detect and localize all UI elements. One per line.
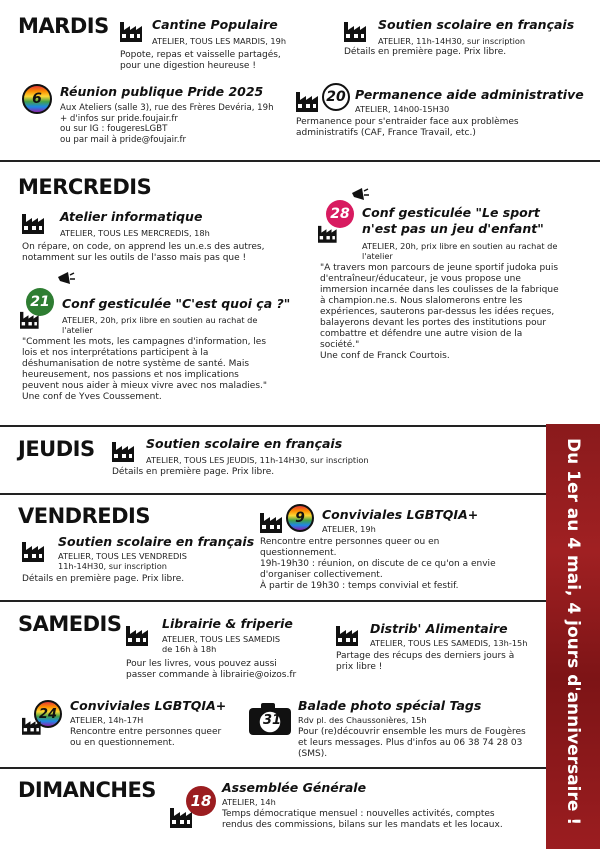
event-meta-permanence: ATELIER, 14h00-15H30 bbox=[355, 104, 450, 114]
factory-icon bbox=[296, 90, 322, 112]
factory-icon bbox=[170, 806, 196, 828]
event-desc-balade: Pour (re)découvrir ensemble les murs de Fougères et leurs messages. Plus d'infos au 06 38 74 28 03 (SMS). bbox=[298, 727, 526, 759]
divider bbox=[0, 600, 546, 602]
factory-icon bbox=[260, 511, 286, 533]
event-title-balade: Balade photo spécial Tags bbox=[298, 698, 482, 713]
event-meta-balade: Rdv pl. des Chaussonières, 15h bbox=[298, 715, 427, 725]
date-badge-9: 9 bbox=[286, 504, 314, 532]
divider bbox=[0, 767, 546, 769]
date-badge-21: 21 bbox=[26, 288, 54, 316]
event-desc-conf21: "Comment les mots, les campagnes d'information, les lois et nos interprétations participent à la déshumanisation de notre système de santé. Mais heureusement, nos passions et nos implications peuvent nous aider à mieux vivre avec nos maladies." Une conf de Yves Coussement. bbox=[22, 337, 268, 402]
divider bbox=[0, 493, 546, 495]
event-title-conf21: Conf gesticulée "C'est quoi ça ?" bbox=[62, 296, 291, 311]
event-desc-pride: Aux Ateliers (salle 3), rue des Frères Devéria, 19h + d'infos sur pride.foujair.fr ou sur IG : fougeresLGBT ou par mail à pride@foujair.fr bbox=[60, 103, 274, 145]
event-title-conviviales-vendredi: Conviviales LGBTQIA+ bbox=[322, 507, 479, 522]
date-badge-24: 24 bbox=[34, 700, 62, 728]
factory-icon bbox=[318, 224, 340, 243]
event-title-cantine: Cantine Populaire bbox=[152, 17, 278, 32]
event-title-permanence: Permanence aide administrative bbox=[355, 87, 584, 102]
factory-icon bbox=[120, 20, 146, 42]
event-meta-conf21: ATELIER, 20h, prix libre en soutien au rachat de l'atelier bbox=[62, 315, 258, 335]
event-desc-soutien-mardi: Détails en première page. Prix libre. bbox=[344, 47, 507, 57]
factory-icon bbox=[22, 540, 48, 562]
event-title-librairie: Librairie & friperie bbox=[162, 616, 293, 631]
event-desc-soutien-vendredi: Détails en première page. Prix libre. bbox=[22, 574, 185, 584]
event-desc-conviviales-samedi: Rencontre entre personnes queer ou en questionnement. bbox=[70, 727, 222, 748]
event-desc-distrib: Partage des récups des derniers jours à prix libre ! bbox=[336, 651, 515, 672]
day-heading-vendredis: VENDREDIS bbox=[18, 504, 150, 528]
anniversary-banner bbox=[546, 424, 600, 849]
event-desc-ag: Temps démocratique mensuel : nouvelles activités, comptes rendus des commissions, bilans sur les mandats et les locaux. bbox=[222, 809, 503, 830]
event-meta-ag: ATELIER, 14h bbox=[222, 797, 276, 807]
event-desc-conviviales-vendredi: Rencontre entre personnes queer ou en questionnement. 19h-19h30 : réunion, on discute de ce qu'on a envie d'organiser collectivement. À partir de 19h30 : temps convivial et festif. bbox=[260, 537, 496, 591]
event-meta-soutien-jeudi: ATELIER, TOUS LES JEUDIS, 11h-14H30, sur inscription bbox=[146, 455, 369, 465]
event-title-informatique: Atelier informatique bbox=[60, 209, 203, 224]
factory-icon bbox=[344, 20, 370, 42]
megaphone-icon bbox=[56, 270, 76, 288]
factory-icon bbox=[112, 440, 138, 462]
event-meta-soutien-vendredi: ATELIER, TOUS LES VENDREDIS 11h-14H30, sur inscription bbox=[58, 551, 187, 571]
event-desc-permanence: Permanence pour s'entraider face aux problèmes administratifs (CAF, France Travail, etc.) bbox=[296, 117, 519, 138]
event-desc-conf28: "A travers mon parcours de jeune sportif judoka puis d'entraîneur/éducateur, je vous propose une immersion incarnée dans les coulisses de la fabrique à champion.ne.s. Nous slalomerons entre les expériences, sauterons par-dessus les idées reçues, balayerons devant les portes des institutions pour combattre et défendre une autre vision de la société." Une conf de Franck Courtois. bbox=[320, 263, 559, 361]
event-meta-conviviales-samedi: ATELIER, 14h-17H bbox=[70, 715, 144, 725]
event-desc-cantine: Popote, repas et vaisselle partagés, pour une digestion heureuse ! bbox=[120, 50, 281, 71]
event-title-conviviales-samedi: Conviviales LGBTQIA+ bbox=[70, 698, 227, 713]
day-heading-jeudis: JEUDIS bbox=[18, 437, 95, 461]
event-title-pride: Réunion publique Pride 2025 bbox=[60, 84, 264, 99]
day-heading-samedis: SAMEDIS bbox=[18, 612, 122, 636]
event-title-soutien-jeudi: Soutien scolaire en français bbox=[146, 436, 343, 451]
date-badge-31: 31 bbox=[262, 713, 282, 728]
date-badge-20: 20 bbox=[322, 83, 350, 111]
event-desc-librairie: Pour les livres, vous pouvez aussi passer commande à librairie@oizos.fr bbox=[126, 659, 297, 680]
event-desc-soutien-jeudi: Détails en première page. Prix libre. bbox=[112, 467, 275, 477]
date-badge-6: 6 bbox=[22, 84, 52, 114]
event-meta-soutien-mardi: ATELIER, 11h-14H30, sur inscription bbox=[378, 36, 526, 46]
megaphone-icon bbox=[350, 186, 370, 204]
event-meta-conf28: ATELIER, 20h, prix libre en soutien au rachat de l'atelier bbox=[362, 241, 558, 261]
event-title-ag: Assemblée Générale bbox=[222, 780, 367, 795]
event-meta-conviviales-vendredi: ATELIER, 19h bbox=[322, 524, 376, 534]
day-heading-dimanches: DIMANCHES bbox=[18, 778, 156, 802]
event-desc-informatique: On répare, on code, on apprend les un.e.s des autres, notamment sur les outils de l'asso mais pas que ! bbox=[22, 242, 265, 263]
event-meta-informatique: ATELIER, TOUS LES MERCREDIS, 18h bbox=[60, 228, 210, 238]
factory-icon bbox=[22, 212, 48, 234]
date-badge-28: 28 bbox=[326, 200, 354, 228]
event-title-conf28: Conf gesticulée "Le sport n'est pas un jeu d'enfant" bbox=[362, 205, 544, 236]
event-title-soutien-mardi: Soutien scolaire en français bbox=[378, 17, 575, 32]
date-badge-18: 18 bbox=[186, 786, 216, 816]
factory-icon bbox=[126, 624, 152, 646]
event-title-soutien-vendredi: Soutien scolaire en français bbox=[58, 534, 255, 549]
factory-icon bbox=[336, 624, 362, 646]
divider bbox=[0, 160, 600, 162]
event-meta-librairie: ATELIER, TOUS LES SAMEDIS de 16h à 18h bbox=[162, 634, 281, 654]
event-meta-distrib: ATELIER, TOUS LES SAMEDIS, 13h-15h bbox=[370, 638, 528, 648]
event-meta-cantine: ATELIER, TOUS LES MARDIS, 19h bbox=[152, 36, 287, 46]
event-title-distrib: Distrib' Alimentaire bbox=[370, 621, 508, 636]
day-heading-mardis: MARDIS bbox=[18, 14, 109, 38]
anniversary-text: Du 1er au 4 mai, 4 jours d'anniversaire ! bbox=[563, 438, 583, 826]
day-heading-mercredis: MERCREDIS bbox=[18, 175, 152, 199]
factory-icon bbox=[22, 716, 44, 735]
divider bbox=[0, 425, 546, 427]
factory-icon bbox=[20, 310, 42, 329]
